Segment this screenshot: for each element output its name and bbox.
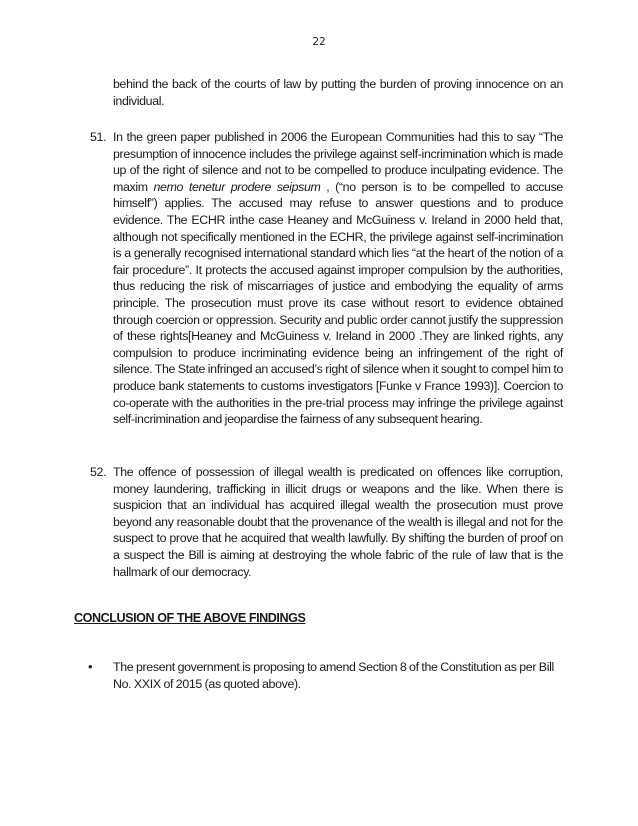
paragraph-text <box>113 129 563 428</box>
bullet-text: The present government is proposing to amend Section 8 of the Constitution as per Bill No. XXIX of 2015 (as quoted above). <box>113 660 554 691</box>
section-heading: CONCLUSION OF THE ABOVE FINDINGS <box>74 611 306 625</box>
paragraph-52 <box>90 464 563 580</box>
bullet-list-item <box>88 659 563 692</box>
paragraph-text-part: , (“no person is to be compelled to accuse himself”) applies. The accused may refuse to answer questions and to produce evidence. The ECHR inthe case Heaney and McGuiness v. Ireland in 2000 held that, although not specifically mentioned in the ECHR, the privilege against self-incrimination is a generally recognised international standard which lies “at the heart of the notion of a fair procedure”. It protects the accused against improper compulsion by the authorities, thus reducing the risk of miscarriages of justice and embodying the equality of arms principle. The prosecution must prove its case without resort to evidence obtained through coercion or oppression. Security and public order cannot justify the suppression of these rights[Heaney and McGuiness v. Ireland in 2000 .They are linked rights, any compulsion to produce incriminating evidence being an infringement of the right of silence. The State infringed an accused’s right of silence when it sought to compel him to produce bank statements to customs investigators [Funke v France 1993)]. Coercion to co-operate with the authorities in the pre-trial process may infringe the privilege against self-incrimination and jeopardise the fairness of any subsequent hearing. <box>113 179 563 427</box>
paragraph-51 <box>90 129 563 428</box>
paragraph-text: The offence of possession of illegal wealth is predicated on offences like corruption, money laundering, trafficking in illicit drugs or weapons and the like. When there is suspicion that an individual has acquired illegal wealth the prosecution must prove beyond any reasonable doubt that the provenance of the wealth is illegal and not for the suspect to prove that he acquired that wealth lawfully. By shifting the burden of proof on a suspect the Bill is aiming at destroying the whole fabric of the rule of law that is the hallmark of our democracy. <box>113 465 563 579</box>
page-number: 22 <box>312 36 326 48</box>
latin-maxim: nemo tenetur prodere seipsum <box>153 179 321 194</box>
paragraph-number: 51. <box>90 130 107 144</box>
continuation-paragraph: behind the back of the courts of law by putting the burden of proving innocence on an individual. <box>113 77 563 108</box>
paragraph-number: 52. <box>90 465 107 479</box>
paragraph-text-part: In the green paper published in 2006 the European Communities had this to say “The presumption of innocence includes the privilege against self-incrimination which is made up of the right of silence and not to be compelled to produce inculpating evidence. The maxim <box>113 130 563 194</box>
bullet-icon: • <box>88 659 93 674</box>
